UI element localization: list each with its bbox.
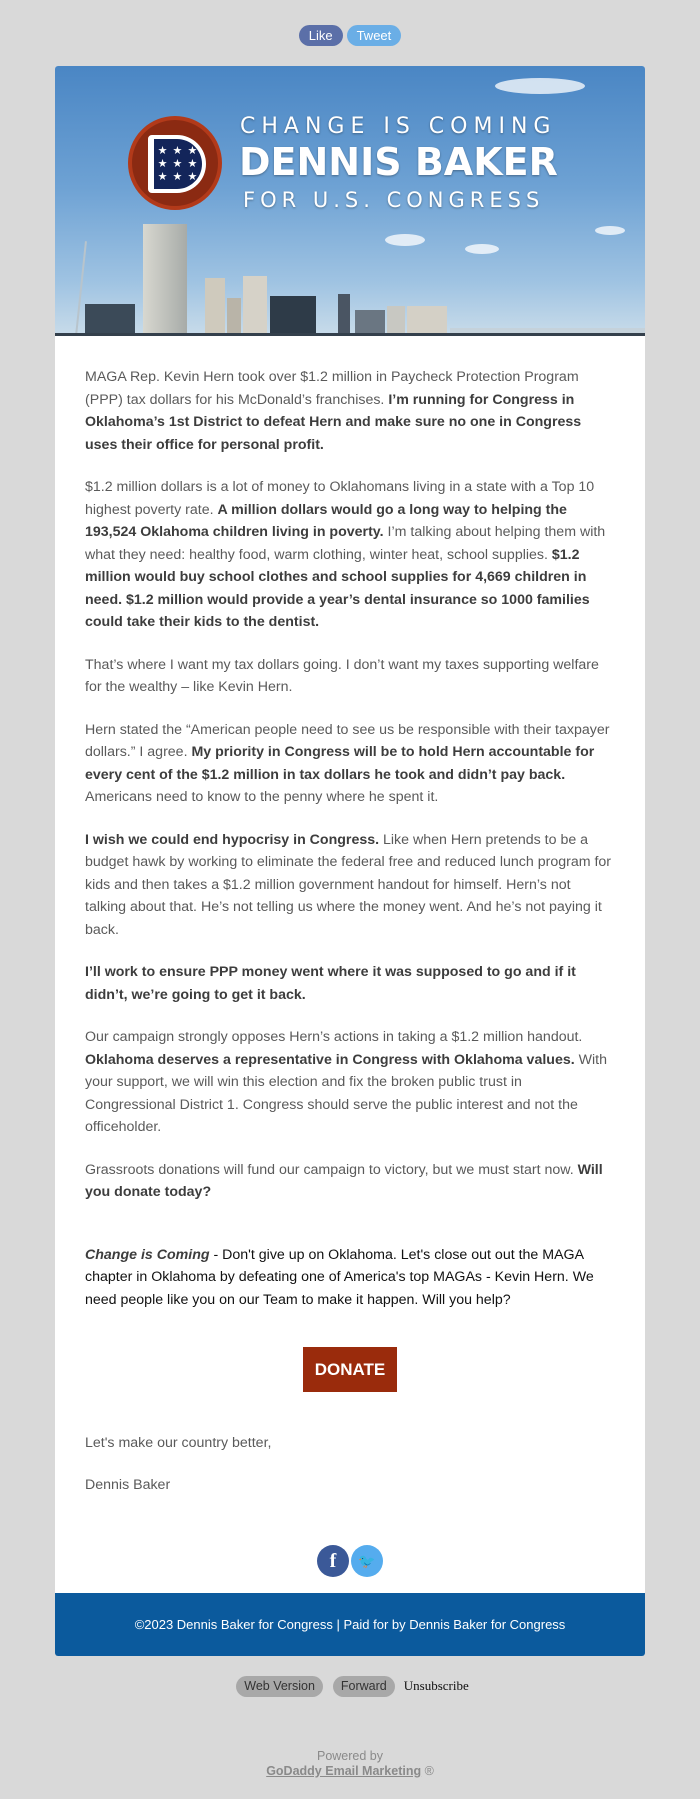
cloud — [495, 78, 585, 94]
hero-banner — [55, 66, 645, 336]
social-share-top — [0, 25, 700, 46]
paragraph: I’ll work to ensure PPP money went where it was supposed to go and if it didn’t, we’re going to get it back. — [85, 964, 576, 1003]
like-button[interactable]: Like — [299, 25, 343, 46]
footer-bar — [55, 1593, 645, 1656]
hero-candidate-name: DENNIS BAKER — [239, 140, 558, 184]
cloud — [595, 226, 625, 235]
web-version-link[interactable]: Web Version — [236, 1676, 323, 1697]
donate-button[interactable]: DONATE — [303, 1347, 397, 1392]
forward-link[interactable]: Forward — [333, 1676, 395, 1697]
social-follow — [55, 1545, 645, 1577]
closing-line: Let's make our country better, — [85, 1435, 272, 1451]
powered-by-label: Powered by — [316, 1749, 383, 1763]
skyline-building — [143, 224, 187, 336]
paragraph: That’s where I want my tax dollars going. I don’t want my taxes supporting welfare for the wealthy – like Kevin Hern. — [85, 656, 599, 695]
unsubscribe-link[interactable]: Unsubscribe — [403, 1678, 469, 1693]
paragraph: Hern stated the “American people need to see us be responsible with their taxpayer dollars.” I agree. My priority in Congress will be to hold Hern accountable for every cent of the $1.2 million in tax dollars he took and didn’t pay back. Americans need to know to the penny where he spent it. — [85, 721, 610, 805]
closing — [85, 1432, 615, 1516]
email-body — [85, 366, 615, 1331]
paragraph: I wish we could end hypocrisy in Congress. Like when Hern pretends to be a budget hawk by working to eliminate the federal free and reduced lunch program for kids and then takes a $1.2 million government handout for himself. Hern’s not talking about that. He’s not telling us where the money went. And he’s not paying it back. — [85, 831, 612, 938]
registered-mark: ® — [421, 1764, 434, 1778]
signature: Dennis Baker — [85, 1477, 171, 1493]
tweet-button[interactable]: Tweet — [347, 25, 402, 46]
skyline-building — [407, 306, 447, 336]
skyline-building — [243, 276, 267, 336]
skyline-ground — [55, 333, 645, 336]
paragraph: Our campaign strongly opposes Hern’s actions in taking a $1.2 million handout. Oklahoma deserves a representative in Congress with Oklahoma values. With your support, we will win this election and fix the broken public trust in Congressional District 1. Congress should serve the public interest and not the officeholder. — [85, 1029, 607, 1135]
campaign-logo-icon: ★ ★ ★ ★ ★ ★ ★ ★ ★ — [128, 116, 222, 210]
skyline-building — [205, 278, 225, 336]
skyline-building — [338, 294, 350, 336]
godaddy-link[interactable]: GoDaddy Email Marketing — [266, 1764, 422, 1778]
paragraph: $1.2 million dollars is a lot of money to Oklahomans living in a state with a Top 10 highest poverty rate. A million dollars would go a long way to helping the 193,524 Oklahoma children living in poverty. I’m talking about helping them with what they need: healthy food, warm clothing, winter heat, school supplies. $1.2 million would buy school clothes and school supplies for 4,669 children in need. $1.2 million would provide a year’s dental insurance so 1000 families could take their kids to the dentist. — [85, 479, 606, 630]
email-card — [55, 66, 645, 1656]
powered-by — [0, 1749, 700, 1779]
footer-links — [0, 1675, 700, 1697]
skyline-building — [387, 306, 405, 336]
paragraph: Change is Coming - Don't give up on Oklahoma. Let's close out out the MAGA chapter in Oklahoma by defeating one of America's top MAGAs - Kevin Hern. We need people like you on our Team to make it happen. Will you help? — [85, 1246, 594, 1308]
paragraph: Grassroots donations will fund our campaign to victory, but we must start now. Will you donate today? — [85, 1161, 603, 1200]
twitter-icon[interactable]: 🐦 — [351, 1545, 383, 1577]
skyline-building — [227, 298, 241, 336]
facebook-icon[interactable]: f — [317, 1545, 349, 1577]
hero-slogan: CHANGE IS COMING — [240, 114, 557, 139]
skyline-building — [270, 296, 316, 336]
cloud — [465, 244, 499, 254]
paragraph: MAGA Rep. Kevin Hern took over $1.2 million in Paycheck Protection Program (PPP) tax dollars for his McDonald’s franchises. I’m running for Congress in Oklahoma’s 1st District to defeat Hern and make sure no one in Congress uses their office for personal profit. — [85, 369, 582, 453]
hero-office: FOR U.S. CONGRESS — [243, 188, 545, 212]
skyline-building — [85, 304, 135, 336]
cloud — [385, 234, 425, 246]
footer-copyright: ©2023 Dennis Baker for Congress | Paid for by Dennis Baker for Congress — [134, 1617, 566, 1632]
